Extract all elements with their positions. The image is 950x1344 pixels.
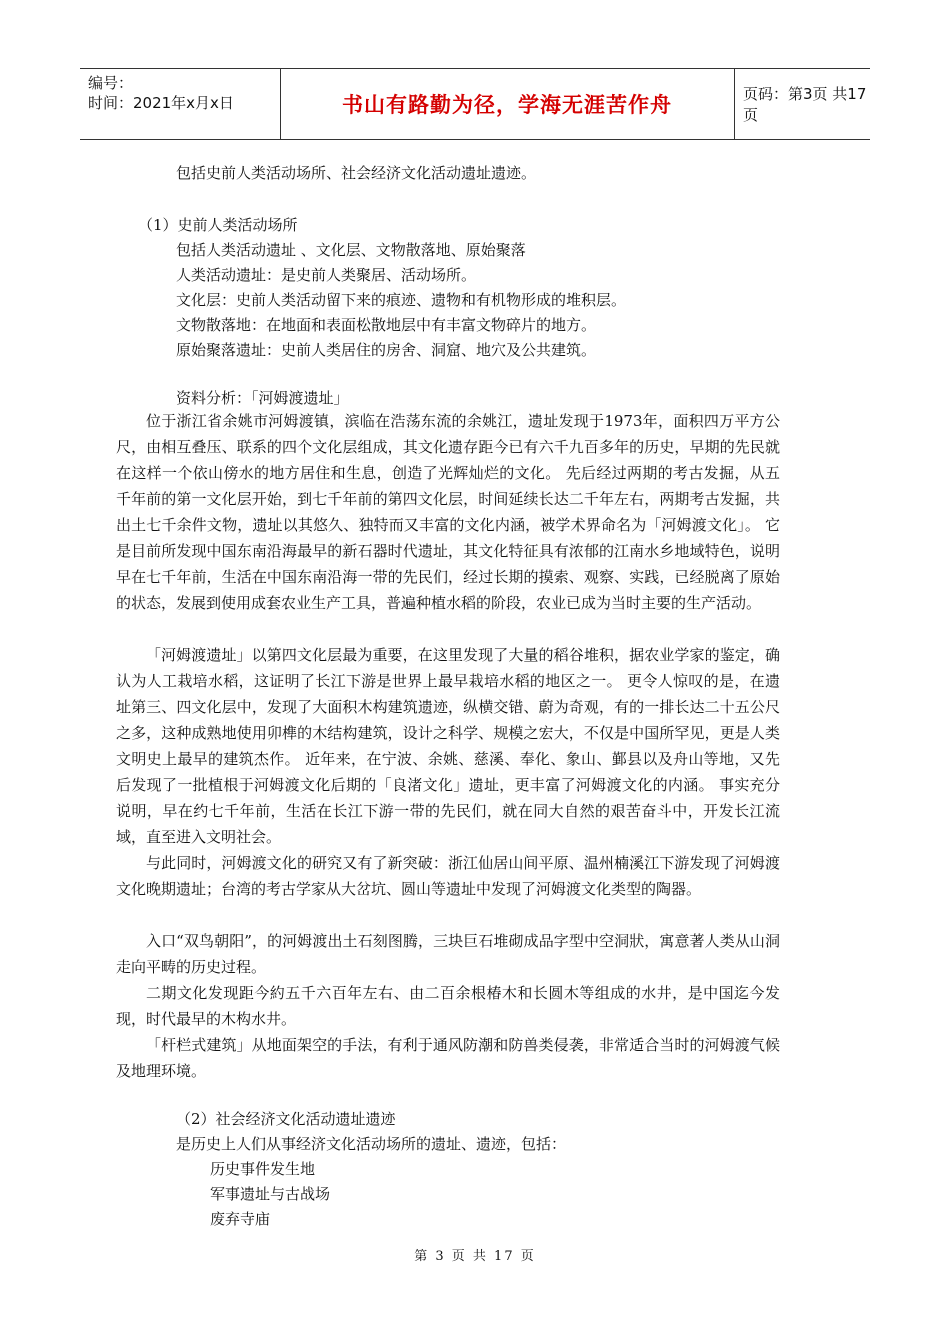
section1-item: 包括人类活动遗址 、文化层、文物散落地、原始聚落 — [176, 241, 526, 259]
header-page-info: 页码：第3页 共17页 — [743, 85, 867, 124]
header-motto: 书山有路勤为径，学海无涯苦作舟 — [342, 93, 672, 117]
section1-title: （1）史前人类活动场所 — [138, 216, 298, 234]
header-divider — [734, 69, 735, 139]
number-label: 编号： — [88, 74, 134, 92]
section1-item: 人类活动遗址：是史前人类聚居、活动场所。 — [176, 266, 477, 284]
paragraph: 「杆栏式建筑」从地面架空的手法，有利于通风防潮和防兽类侵袭，非常适合当时的河姆渡气候及地理环境。 — [116, 1036, 780, 1080]
section2-item: 历史事件发生地 — [210, 1160, 316, 1178]
page-footer: 第 3 页 共 17 页 — [414, 1249, 536, 1264]
header-divider — [280, 69, 281, 139]
section2-intro: 是历史上人们从事经济文化活动场所的遗址、遗迹，包括： — [176, 1135, 567, 1153]
time-label: 时间：2021年x月x日 — [88, 94, 234, 112]
header-meta — [88, 73, 278, 113]
paragraph: 入口“双鸟朝阳”，的河姆渡出土石刻图腾，三块巨石堆砌成品字型中空洞狀，寓意著人类从山洞走向平畴的历史过程。 — [116, 932, 780, 976]
paragraph: 与此同时，河姆渡文化的研究又有了新突破：浙江仙居山间平原、温州楠溪江下游发现了河姆渡文化晚期遗址；台湾的考古学家从大岔坑、圆山等遗址中发现了河姆渡文化类型的陶器。 — [116, 854, 780, 898]
section1-item: 文物散落地：在地面和表面松散地层中有丰富文物碎片的地方。 — [176, 316, 597, 334]
section2-item: 军事遗址与古战场 — [210, 1185, 331, 1203]
analysis-title: 资料分析：「河姆渡遗址」 — [176, 389, 349, 407]
section2-item: 废弃寺庙 — [210, 1210, 271, 1228]
intro-text: 包括史前人类活动场所、社会经济文化活动遗址遗迹。 — [176, 164, 537, 182]
page-header — [80, 68, 870, 140]
section2-title: （2）社会经济文化活动遗址遗迹 — [176, 1110, 396, 1128]
section1-item: 原始聚落遗址：史前人类居住的房舍、洞窟、地穴及公共建筑。 — [176, 341, 597, 359]
paragraph: 「河姆渡遗址」以第四文化层最为重要，在这里发现了大量的稻谷堆积，据农业学家的鉴定，确认为人工栽培水稻，这证明了长江下游是世界上最早栽培水稻的地区之一。 更令人惊叹的是，在遗址第三、四文化层中，发现了大面积木构建筑遗迹，纵横交错、蔚为奇观，有的一排长达二十五公尺之多，这种成熟地使用卯榫的木结构建筑，设计之科学、规模之宏大，不仅是中国所罕见，更是人类文明史上最早的建筑杰作。 近年来，在宁波、余姚、慈溪、奉化、象山、鄞县以及舟山等地，又先后发现了一批植根于河姆渡文化后期的「良渚文化」遗址，更丰富了河姆渡文化的内涵。 事实充分说明，早在约七千年前，生活在长江下游一带的先民们，就在同大自然的艰苦奋斗中，开发长江流域，直至进入文明社会。 — [116, 646, 780, 846]
paragraph: 位于浙江省余姚市河姆渡镇，滨临在浩荡东流的余姚江，遗址发现于1973年，面积四万平方公尺，由相互叠压、联系的四个文化层组成，其文化遗存距今已有六千九百多年的历史，早期的先民就在这样一个依山傍水的地方居住和生息，创造了光辉灿烂的文化。 先后经过两期的考古发掘，从五千年前的第一文化层开始，到七千年前的第四文化层，时间延续长达二千年左右，两期考古发掘，共出土七千余件文物，遗址以其悠久、独特而又丰富的文化内涵，被学术界命名为「河姆渡文化」。 它是目前所发现中国东南沿海最早的新石器时代遗址，其文化特征具有浓郁的江南水乡地域特色，说明早在七千年前，生活在中国东南沿海一带的先民们，经过长期的摸索、观察、实践，已经脱离了原始的状态，发展到使用成套农业生产工具，普遍种植水稻的阶段，农业已成为当时主要的生产活动。 — [116, 412, 780, 612]
paragraph: 二期文化发现距今約五千六百年左右、由二百余根椿木和长圆木等组成的水井，是中国迄今发现，时代最早的木构水井。 — [116, 984, 780, 1028]
section1-item: 文化层：史前人类活动留下来的痕迹、遗物和有机物形成的堆积层。 — [176, 291, 627, 309]
